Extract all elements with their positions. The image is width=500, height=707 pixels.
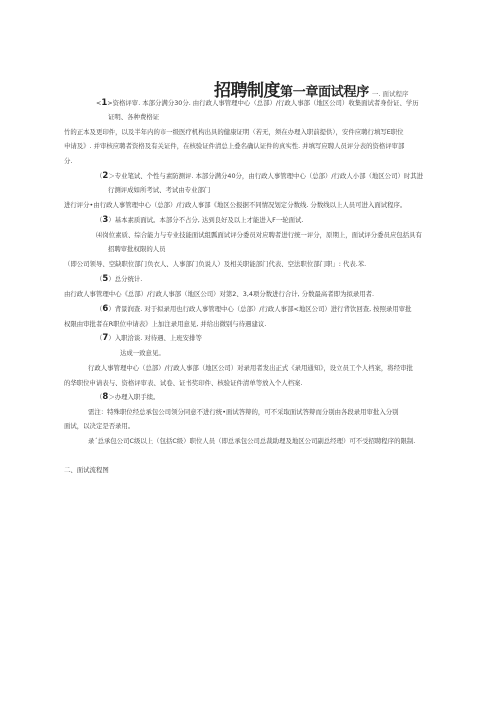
item-number: 7 [102,333,109,343]
text-line [96,99,419,107]
item-text: >资格评审. 本部分满分30分. 由行政人事管理中心（总部）/行政人事部（地区公司）收集面试者身份证、学历 [107,99,419,107]
item-number: 8 [102,392,109,402]
item-prefix: < [96,99,102,107]
text-line: 申请及》. 并审核应聘者资格及有关证件，在核验证件清总上叠名确认证件的真实性. 并填写应聘人员评分表的资格评审部 [64,142,405,150]
text-line: 需注：特殊职位经总承包公司领分同意不进行统•面试答辩的，可不采取面试答辩而分别由各段录用审批入分别 [88,408,399,416]
text-line: 达成一致意见。 [120,349,165,357]
item-number: 2 [102,171,109,181]
item-text: ）基本素质面试。本部分不占分, 达到良好及以上才能进入F一轮面试. [108,216,304,224]
item-number: 3 [102,215,109,225]
item-text: ）总分统计. [108,275,143,283]
item-prefix: （ [96,275,103,283]
text-line: 行政人事管理中心（总部）/行政人事部（地区公司）对录用者发出正式《录用通知》，设立员工个人档案，将经审批 [88,364,413,372]
text-line [96,172,423,180]
title-tail: 一. 面试程序 [371,90,409,98]
item-prefix: （ [96,393,103,401]
item-text: ）入职洽谈. 对待遇、上班安排等 [108,334,202,342]
text-line [96,216,303,224]
text-line: 招聘审批权限的人员 [108,245,166,253]
text-line: 的华职位申请表与、资格评审表、试卷、证书奖印件、核验证件清单等放入个人档案. [64,379,303,387]
text-line [96,334,202,342]
item-number: 1 [101,98,108,108]
item-number: 5 [102,274,109,284]
text-line [96,275,142,283]
item-prefix: （ [96,172,103,180]
item-prefix: （ [96,334,103,342]
text-line: 录´总承包公司C级以上（包括C级）职位人员（即总承包公司总裁助理及地区公司副总经理）可不受招聘程序的限制. [88,437,416,445]
text-line: 权限由审批者在R职位申请表》上加注录用意见, 并给出微别与待遇建议. [64,320,267,328]
item-text: ＞办理入职手续。 [108,393,160,401]
text-line: ⑷岗位素质、综合能力与专业技能面试组瓢面试评分委员对应聘者进行统一评分，原期上，面试评分委员应包括具有 [96,231,422,239]
text-line: 进行评分•由行政人事管理中心（总部）/行政人事部《地区公报据不同情况划定分数线. 分数线以上人员可进入面试程序。 [64,201,407,209]
text-line [96,305,412,313]
text-line: 由行政人事管理中心《总部）/行政人事部（地区公司）对第2、3,4项分数进行合计, 分数最高者即为拟录用者. [64,290,375,298]
item-number: 6 [102,304,109,314]
item-prefix: （ [96,305,103,313]
text-line: 二、面试流程图 [64,466,109,474]
text-line: 行测评成如所考试、考试由专业部门 [108,186,211,194]
text-line: 竹的正本及更印件，以及半年内的市一级医疗机构出具的健康证明（若无，须在办理入职前提供），安件应聘行填写E职位 [64,128,404,136]
title-main: 招聘制度 [214,81,280,101]
item-text: ＞专业笔试、个性与素防测评. 本部分满分40分，由行政人事管理中心（总部）/行政人小部（地区公司）时其进 [108,172,424,180]
text-line: （即公司领导、空缺职位部门负衣人、人事部门负说人）及相关职能部门代表、空法职位部门职」: 代表.苯. [64,260,367,268]
text-line: 证明、各种费格证 [108,113,160,121]
item-prefix: （ [96,216,103,224]
text-line: 分. [64,157,73,165]
item-text: ）背景润查. 对于拟录用也行政人事管理中心（总部）/行政人事部<地区公司）进行背饮回查, 按照录用审批 [108,305,412,313]
text-line [96,393,159,401]
text-line: 面试，以决定是否录用。 [64,422,135,430]
title-sub: 第一章面试程序 [280,85,369,100]
document-title [214,76,409,101]
